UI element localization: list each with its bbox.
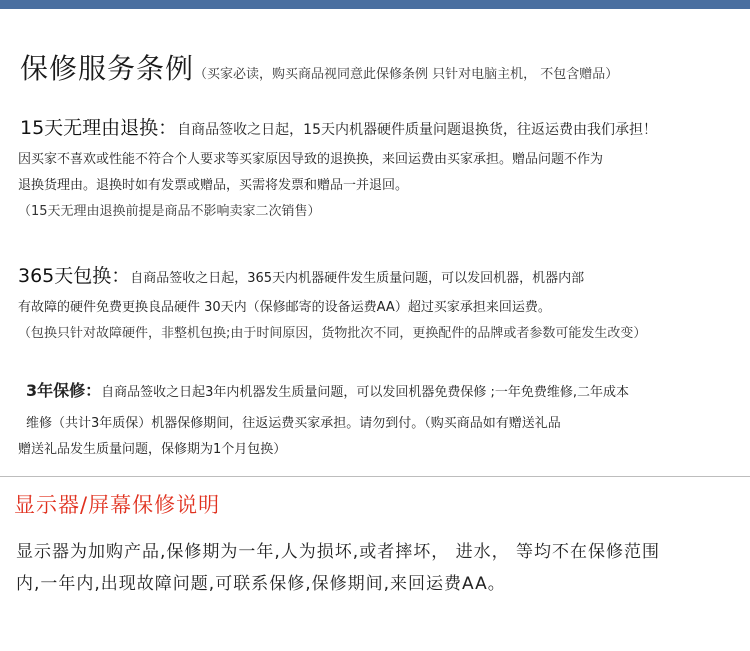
section-15-heading-row xyxy=(20,113,657,140)
section-15-heading-desc: 自商品签收之日起，15天内机器硬件质量问题退换货，往返运费由我们承担！ xyxy=(177,122,657,138)
page-title xyxy=(20,47,618,87)
section-3y-heading-desc: 自商品签收之日起3年内机器发生质量问题，可以发回机器免费保修 ;一年免费维修,二年成本 xyxy=(101,385,630,400)
section-15-heading: 15天无理由退换： xyxy=(20,117,178,139)
section-divider xyxy=(0,476,750,477)
section-365-heading: 365天包换： xyxy=(18,265,131,287)
section-15-note: （15天无理由退换前提是商品不影响卖家二次销售） xyxy=(18,204,321,219)
section-365-line-1: 有故障的硬件免费更换良品硬件 30天内（保修邮寄的设备运费AA）超过买家承担来回运费。 xyxy=(18,300,551,315)
monitor-line-2: 内,一年内,出现故障问题,可联系保修,保修期间,来回运费AA。 xyxy=(16,574,506,594)
section-365-heading-row xyxy=(18,261,584,288)
section-3y-line-1: 维修（共计3年质保）机器保修期间，往返运费买家承担。请勿到付。（购买商品如有赠送礼品 xyxy=(26,416,561,431)
monitor-line-1: 显示器为加购产品,保修期为一年,人为损坏,或者摔坏， 进水， 等均不在保修范围 xyxy=(16,542,661,562)
page-title-text: 保修服务条例 xyxy=(20,52,195,85)
section-15-line-1: 因买家不喜欢或性能不符合个人要求等买家原因导致的退换换，来回运费由买家承担。赠品问题不作为 xyxy=(18,152,604,167)
section-365-note: （包换只针对故障硬件，非整机包换;由于时间原因，货物批次不同，更换配件的品牌或者参数可能发生改变） xyxy=(18,326,647,341)
top-bar xyxy=(0,0,750,9)
title-note: （买家必读，购买商品视同意此保修条例 只针对电脑主机， 不包含赠品） xyxy=(194,67,619,82)
section-3y-line-2: 赠送礼品发生质量问题，保修期为1个月包换） xyxy=(18,442,287,457)
section-3y-heading-row xyxy=(26,378,629,401)
section-365-heading-desc: 自商品签收之日起，365天内机器硬件发生质量问题，可以发回机器，机器内部 xyxy=(130,271,585,286)
section-3y-heading: 3年保修： xyxy=(26,381,102,400)
section-15-line-2: 退换货理由。退换时如有发票或赠品，买需将发票和赠品一并退回。 xyxy=(18,178,409,193)
monitor-heading: 显示器/屏幕保修说明 xyxy=(14,493,221,517)
